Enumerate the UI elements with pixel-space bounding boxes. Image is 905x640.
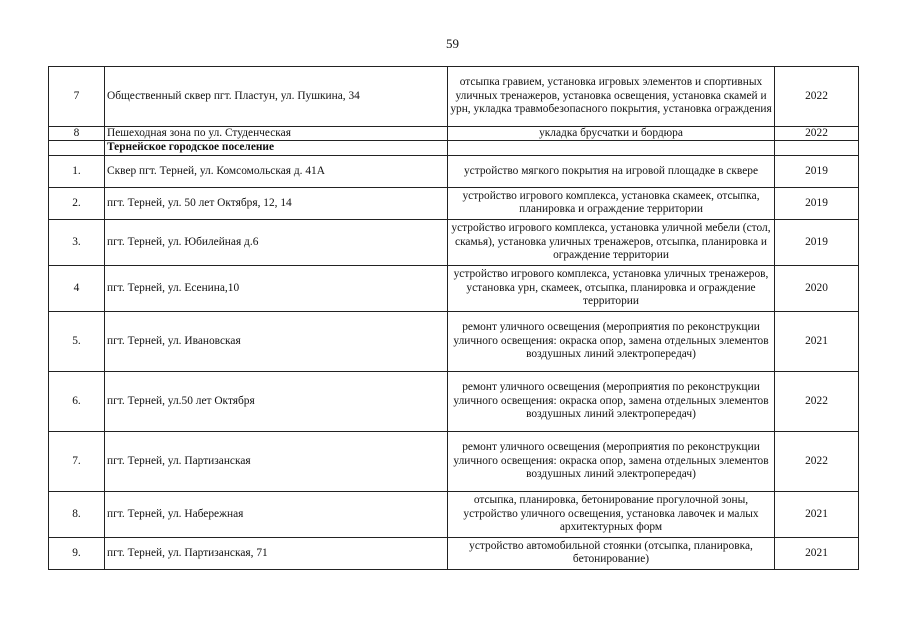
row-number: 4 xyxy=(49,265,105,311)
work-description: укладка брусчатки и бордюра xyxy=(448,127,775,141)
table-row xyxy=(49,265,859,311)
work-description: устройство игрового комплекса, установка скамеек, отсыпка, планировка и ограждение территории xyxy=(448,187,775,219)
row-number: 6. xyxy=(49,371,105,431)
year: 2021 xyxy=(775,491,859,537)
year: 2021 xyxy=(775,537,859,569)
work-description: отсыпка гравием, установка игровых элементов и спортивных уличных тренажеров, установка освещения, установка скамей и урн, укладка травмобезопасного покрытия, установка ограждения xyxy=(448,67,775,127)
work-description: устройство мягкого покрытия на игровой площадке в сквере xyxy=(448,155,775,187)
year: 2022 xyxy=(775,371,859,431)
section-row xyxy=(49,141,859,155)
row-number: 1. xyxy=(49,155,105,187)
year: 2021 xyxy=(775,311,859,371)
table-row xyxy=(49,371,859,431)
row-number: 8 xyxy=(49,127,105,141)
table-row xyxy=(49,187,859,219)
year: 2020 xyxy=(775,265,859,311)
year: 2019 xyxy=(775,219,859,265)
row-number: 7. xyxy=(49,431,105,491)
year xyxy=(775,141,859,155)
work-description: отсыпка, планировка, бетонирование прогулочной зоны, устройство уличного освещения, установка лавочек и малых архитектурных форм xyxy=(448,491,775,537)
section-title: Тернейское городское поселение xyxy=(105,141,448,155)
table-row xyxy=(49,219,859,265)
row-number: 7 xyxy=(49,67,105,127)
table-body xyxy=(49,67,859,570)
object-name: пгт. Терней, ул. Партизанская xyxy=(105,431,448,491)
object-name: Общественный сквер пгт. Пластун, ул. Пушкина, 34 xyxy=(105,67,448,127)
year: 2022 xyxy=(775,67,859,127)
table-row xyxy=(49,431,859,491)
object-name: пгт. Терней, ул. Набережная xyxy=(105,491,448,537)
row-number: 3. xyxy=(49,219,105,265)
work-description: устройство игрового комплекса, установка уличных тренажеров, установка урн, скамеек, отсыпка, планировка и ограждение территории xyxy=(448,265,775,311)
work-description: ремонт уличного освещения (мероприятия по реконструкции уличного освещения: окраска опор, замена отдельных элементов воздушных линий электропередач) xyxy=(448,431,775,491)
object-name: пгт. Терней, ул. 50 лет Октября, 12, 14 xyxy=(105,187,448,219)
year: 2019 xyxy=(775,187,859,219)
year: 2019 xyxy=(775,155,859,187)
work-description: ремонт уличного освещения (мероприятия по реконструкции уличного освещения: окраска опор, замена отдельных элементов воздушных линий электропередач) xyxy=(448,371,775,431)
object-name: Пешеходная зона по ул. Студенческая xyxy=(105,127,448,141)
improvement-works-table xyxy=(48,66,859,570)
row-number xyxy=(49,141,105,155)
table-row xyxy=(49,127,859,141)
row-number: 8. xyxy=(49,491,105,537)
work-description: устройство игрового комплекса, установка уличной мебели (стол, скамья), установка уличных тренажеров, отсыпка, планировка и ограждение территории xyxy=(448,219,775,265)
table-row xyxy=(49,311,859,371)
year: 2022 xyxy=(775,431,859,491)
row-number: 5. xyxy=(49,311,105,371)
table-row xyxy=(49,67,859,127)
object-name: пгт. Терней, ул. Юбилейная д.6 xyxy=(105,219,448,265)
table-row xyxy=(49,537,859,569)
row-number: 2. xyxy=(49,187,105,219)
object-name: Сквер пгт. Терней, ул. Комсомольская д. 41А xyxy=(105,155,448,187)
row-number: 9. xyxy=(49,537,105,569)
page-number: 59 xyxy=(446,36,459,51)
table-row xyxy=(49,491,859,537)
object-name: пгт. Терней, ул. Партизанская, 71 xyxy=(105,537,448,569)
object-name: пгт. Терней, ул. Ивановская xyxy=(105,311,448,371)
work-description: устройство автомобильной стоянки (отсыпка, планировка, бетонирование) xyxy=(448,537,775,569)
object-name: пгт. Терней, ул. Есенина,10 xyxy=(105,265,448,311)
object-name: пгт. Терней, ул.50 лет Октября xyxy=(105,371,448,431)
year: 2022 xyxy=(775,127,859,141)
work-description: ремонт уличного освещения (мероприятия по реконструкции уличного освещения: окраска опор, замена отдельных элементов воздушных линий электропередач) xyxy=(448,311,775,371)
table-row xyxy=(49,155,859,187)
work-description xyxy=(448,141,775,155)
